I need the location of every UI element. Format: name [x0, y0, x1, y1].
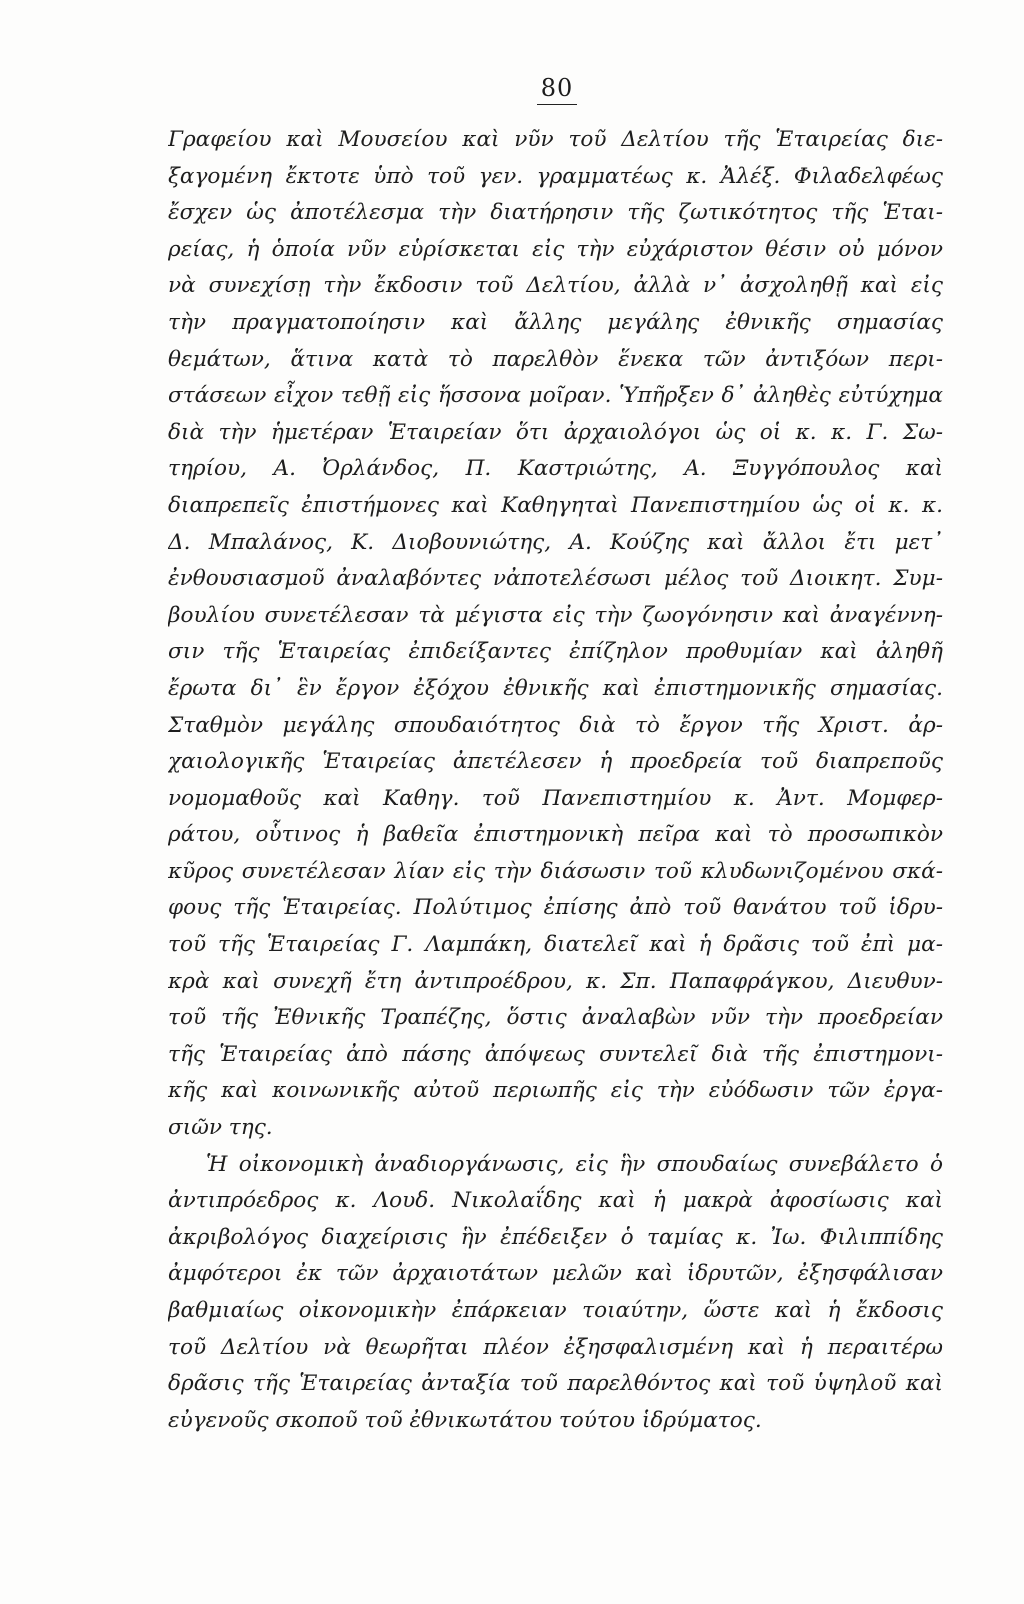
text-line: φους τῆς Ἑταιρείας. Πολύτιμος ἐπίσης ἀπὸ τοῦ θανάτου τοῦ ἱδρυ- [168, 895, 943, 921]
text-line: νομομαθοῦς καὶ Καθηγ. τοῦ Πανεπιστημίου κ. Ἀντ. Μομφερ- [168, 785, 943, 811]
text-line: σιν τῆς Ἑταιρείας ἐπιδείξαντες ἐπίζηλον προθυμίαν καὶ ἀληθῆ [168, 639, 943, 665]
text-line: Ἡ οἰκονομικὴ ἀναδιοργάνωσις, εἰς ἣν σπουδαίως συνεβάλετο ὁ [206, 1151, 943, 1177]
text-line: τοῦ Δελτίου νὰ θεωρῆται πλέον ἐξησφαλισμένη καὶ ἡ περαιτέρω [168, 1334, 943, 1360]
text-line: ἀμφότεροι ἐκ τῶν ἀρχαιοτάτων μελῶν καὶ ἱδρυτῶν, ἐξησφάλισαν [168, 1261, 943, 1287]
text-line: σιῶν της. [168, 1115, 273, 1141]
text-line: Σταθμὸν μεγάλης σπουδαιότητος διὰ τὸ ἔργον τῆς Χριστ. ἀρ- [168, 712, 943, 738]
body-text [168, 122, 943, 1439]
text-line: Δ. Μπαλάνος, Κ. Διοβουνιώτης, Α. Κούζης καὶ ἄλλοι ἔτι μετ᾿ [168, 529, 943, 555]
text-line: ξαγομένη ἔκτοτε ὑπὸ τοῦ γεν. γραμματέως κ. Ἀλέξ. Φιλαδελφέως [168, 163, 943, 189]
text-line: βουλίου συνετέλεσαν τὰ μέγιστα εἰς τὴν ζωογόνησιν καὶ ἀναγέννη- [168, 602, 943, 628]
text-line: στάσεων εἶχον τεθῇ εἰς ἥσσονα μοῖραν. Ὑπῆρξεν δ᾿ ἀληθὲς εὐτύχημα [168, 383, 943, 409]
text-line: ἔσχεν ὡς ἀποτέλεσμα τὴν διατήρησιν τῆς ζωτικότητος τῆς Ἑται- [168, 200, 943, 226]
paragraph-2 [168, 1147, 943, 1440]
text-line: διὰ τὴν ἡμετέραν Ἑταιρείαν ὅτι ἀρχαιολόγοι ὡς οἱ κ. κ. Γ. Σω- [168, 419, 943, 445]
text-line: ἀντιπρόεδρος κ. Λουδ. Νικολαΐδης καὶ ἡ μακρὰ ἀφοσίωσις καὶ [168, 1188, 943, 1214]
text-line: τηρίου, Α. Ὀρλάνδος, Π. Καστριώτης, Α. Ξυγγόπουλος καὶ [168, 456, 943, 482]
text-line: τῆς Ἑταιρείας ἀπὸ πάσης ἀπόψεως συντελεῖ διὰ τῆς ἐπιστημονι- [168, 1041, 943, 1067]
text-line: ράτου, οὗτινος ἡ βαθεῖα ἐπιστημονικὴ πεῖρα καὶ τὸ προσωπικὸν [168, 822, 943, 848]
text-line: τοῦ τῆς Ἐθνικῆς Τραπέζης, ὅστις ἀναλαβὼν νῦν τὴν προεδρείαν [168, 1005, 943, 1031]
text-line: χαιολογικῆς Ἑταιρείας ἀπετέλεσεν ἡ προεδρεία τοῦ διαπρεποῦς [168, 749, 943, 775]
text-line: κῆς καὶ κοινωνικῆς αὐτοῦ περιωπῆς εἰς τὴν εὐόδωσιν τῶν ἐργα- [168, 1078, 943, 1104]
text-line: τὴν πραγματοποίησιν καὶ ἄλλης μεγάλης ἐθνικῆς σημασίας [168, 309, 943, 335]
text-line: διαπρεπεῖς ἐπιστήμονες καὶ Καθηγηταὶ Πανεπιστημίου ὡς οἱ κ. κ. [168, 492, 943, 518]
text-line: εὐγενοῦς σκοποῦ τοῦ ἐθνικωτάτου τούτου ἱδρύματος. [168, 1407, 762, 1433]
text-line: κῦρος συνετέλεσαν λίαν εἰς τὴν διάσωσιν τοῦ κλυδωνιζομένου σκά- [168, 858, 943, 884]
text-line: δρᾶσις τῆς Ἑταιρείας ἀνταξία τοῦ παρελθόντος καὶ τοῦ ὑψηλοῦ καὶ [168, 1371, 943, 1397]
text-line: ἔρωτα δι᾿ ἓν ἔργον ἐξόχου ἐθνικῆς καὶ ἐπιστημονικῆς σημασίας. [168, 675, 943, 701]
text-line: Γραφείου καὶ Μουσείου καὶ νῦν τοῦ Δελτίου τῆς Ἑταιρείας διε- [168, 127, 943, 152]
text-line: ἀκριβολόγος διαχείρισις ἣν ἐπέδειξεν ὁ ταμίας κ. Ἰω. Φιλιππίδης [168, 1224, 943, 1250]
text-line: ρείας, ἡ ὁποία νῦν εὑρίσκεται εἰς τὴν εὐχάριστον θέσιν οὐ μόνον [168, 236, 943, 262]
paragraph-1 [168, 122, 943, 1147]
text-line: βαθμιαίως οἰκονομικὴν ἐπάρκειαν τοιαύτην, ὥστε καὶ ἡ ἔκδοσις [168, 1298, 943, 1323]
text-line: τοῦ τῆς Ἑταιρείας Γ. Λαμπάκη, διατελεῖ καὶ ἡ δρᾶσις τοῦ ἐπὶ μα- [168, 932, 943, 958]
text-line: κρὰ καὶ συνεχῆ ἔτη ἀντιπροέδρου, κ. Σπ. Παπαφράγκου, Διευθυν- [168, 968, 943, 994]
text-line: θεμάτων, ἅτινα κατὰ τὸ παρελθὸν ἕνεκα τῶν ἀντιξόων περι- [168, 346, 943, 372]
page-number: 80 [0, 74, 1024, 105]
text-line: νὰ συνεχίσῃ τὴν ἔκδοσιν τοῦ Δελτίου, ἀλλὰ ν᾿ ἀσχοληθῇ καὶ εἰς [168, 273, 943, 299]
text-line: ἐνθουσιασμοῦ ἀναλαβόντες νἀποτελέσωσι μέλος τοῦ Διοικητ. Συμ- [168, 566, 943, 592]
